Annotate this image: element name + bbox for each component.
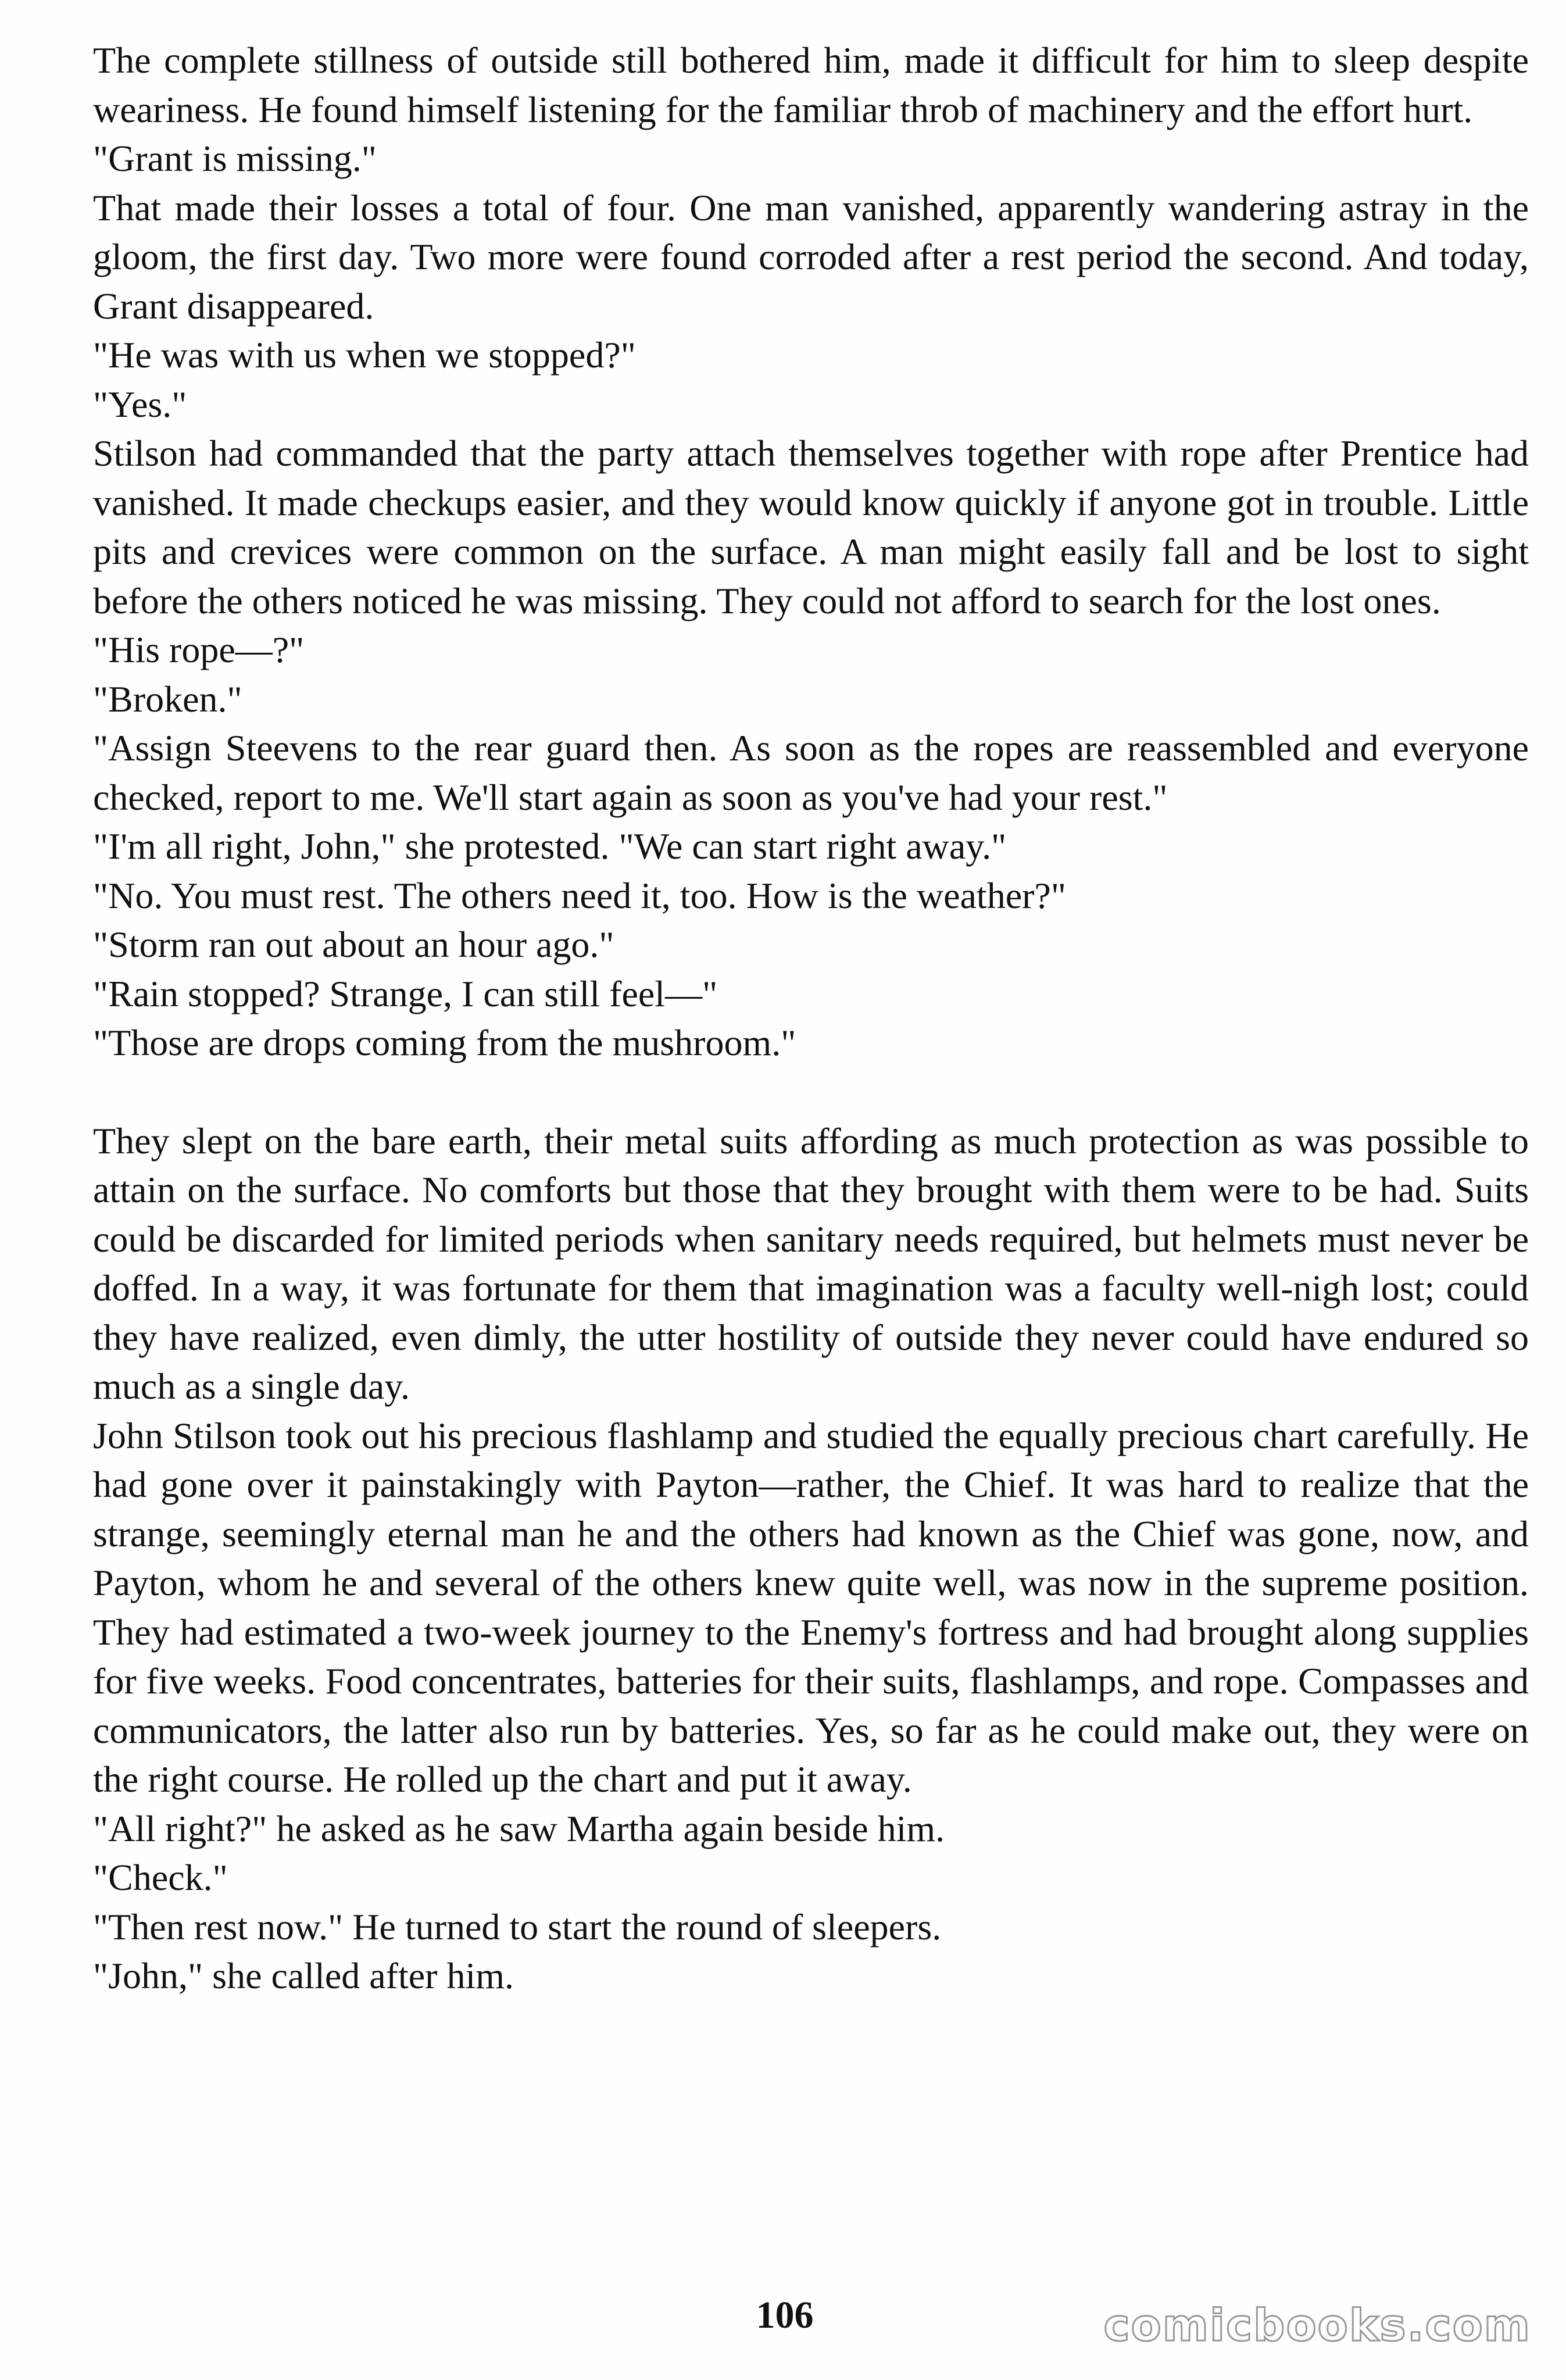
paragraph: "Rain stopped? Strange, I can still feel—" [93, 973, 718, 1014]
paragraph: That made their losses a total of four. One man vanished, apparently wandering astray in the gloom, the first day. Two more were found corroded after a rest period the second. And today, Grant disappeared. [93, 187, 1529, 327]
paragraph: "Assign Steevens to the rear guard then. As soon as the ropes are reassembled and everyone checked, report to me. We'll start again as soon as you've had your rest." [93, 727, 1529, 818]
paragraph: "I'm all right, John," she protested. "We can start right away." [93, 826, 1007, 867]
paragraph: The complete stillness of outside still bothered him, made it difficult for him to sleep despite weariness. He found himself listening for the familiar throb of machinery and the effort hurt. [93, 40, 1529, 130]
paragraph: They slept on the bare earth, their metal suits affording as much protection as was possible to attain on the surface. No comforts but those that they brought with them were to be had. Suits could be discarded for limited periods when sanitary needs required, but helmets must never be doffed. In a way, it was fortunate for them that imagination was a faculty well-nigh lost; could they have realized, even dimly, the utter hostility of outside they never could have endured so much as a single day. [93, 1120, 1529, 1407]
paragraph: Stilson had commanded that the party attach themselves together with rope after Prentice had vanished. It made checkups easier, and they would know quickly if anyone got in trouble. Little pits and crevices were common on the surface. A man might easily fall and be lost to sight before the others noticed he was missing. They could not afford to search for the lost ones. [93, 433, 1529, 621]
paragraph: "Broken." [93, 678, 242, 720]
body-text [93, 36, 1529, 2001]
paragraph: "Storm ran out about an hour ago." [93, 924, 614, 965]
page-number: 106 [756, 2294, 814, 2336]
paragraph: "All right?" he asked as he saw Martha again beside him. [93, 1807, 945, 1849]
paragraph: John Stilson took out his precious flashlamp and studied the equally precious chart carefully. He had gone over it painstakingly with Payton—rather, the Chief. It was hard to realize that the strange, seemingly eternal man he and the others had known as the Chief was gone, now, and Payton, whom he and several of the others knew quite well, was now in the supreme position. They had estimated a two-week journey to the Enemy's fortress and had brought along supplies for five weeks. Food concentrates, batteries for their suits, flashlamps, and rope. Compasses and communicators, the latter also run by batteries. Yes, so far as he could make out, they were on the right course. He rolled up the chart and put it away. [93, 1414, 1529, 1800]
paragraph: "Then rest now." He turned to start the round of sleepers. [93, 1906, 942, 1947]
paragraph: "Check." [93, 1857, 228, 1898]
paragraph: "Those are drops coming from the mushroom." [93, 1022, 796, 1063]
watermark-logo: comicbooks.com [1103, 2299, 1531, 2351]
paragraph: "Yes." [93, 383, 187, 425]
paragraph: "He was with us when we stopped?" [93, 334, 636, 376]
paragraph: "No. You must rest. The others need it, too. How is the weather?" [93, 874, 1066, 916]
paragraph: "John," she called after him. [93, 1955, 514, 1996]
paragraph: "His rope—?" [93, 629, 305, 670]
paragraph: "Grant is missing." [93, 138, 377, 179]
